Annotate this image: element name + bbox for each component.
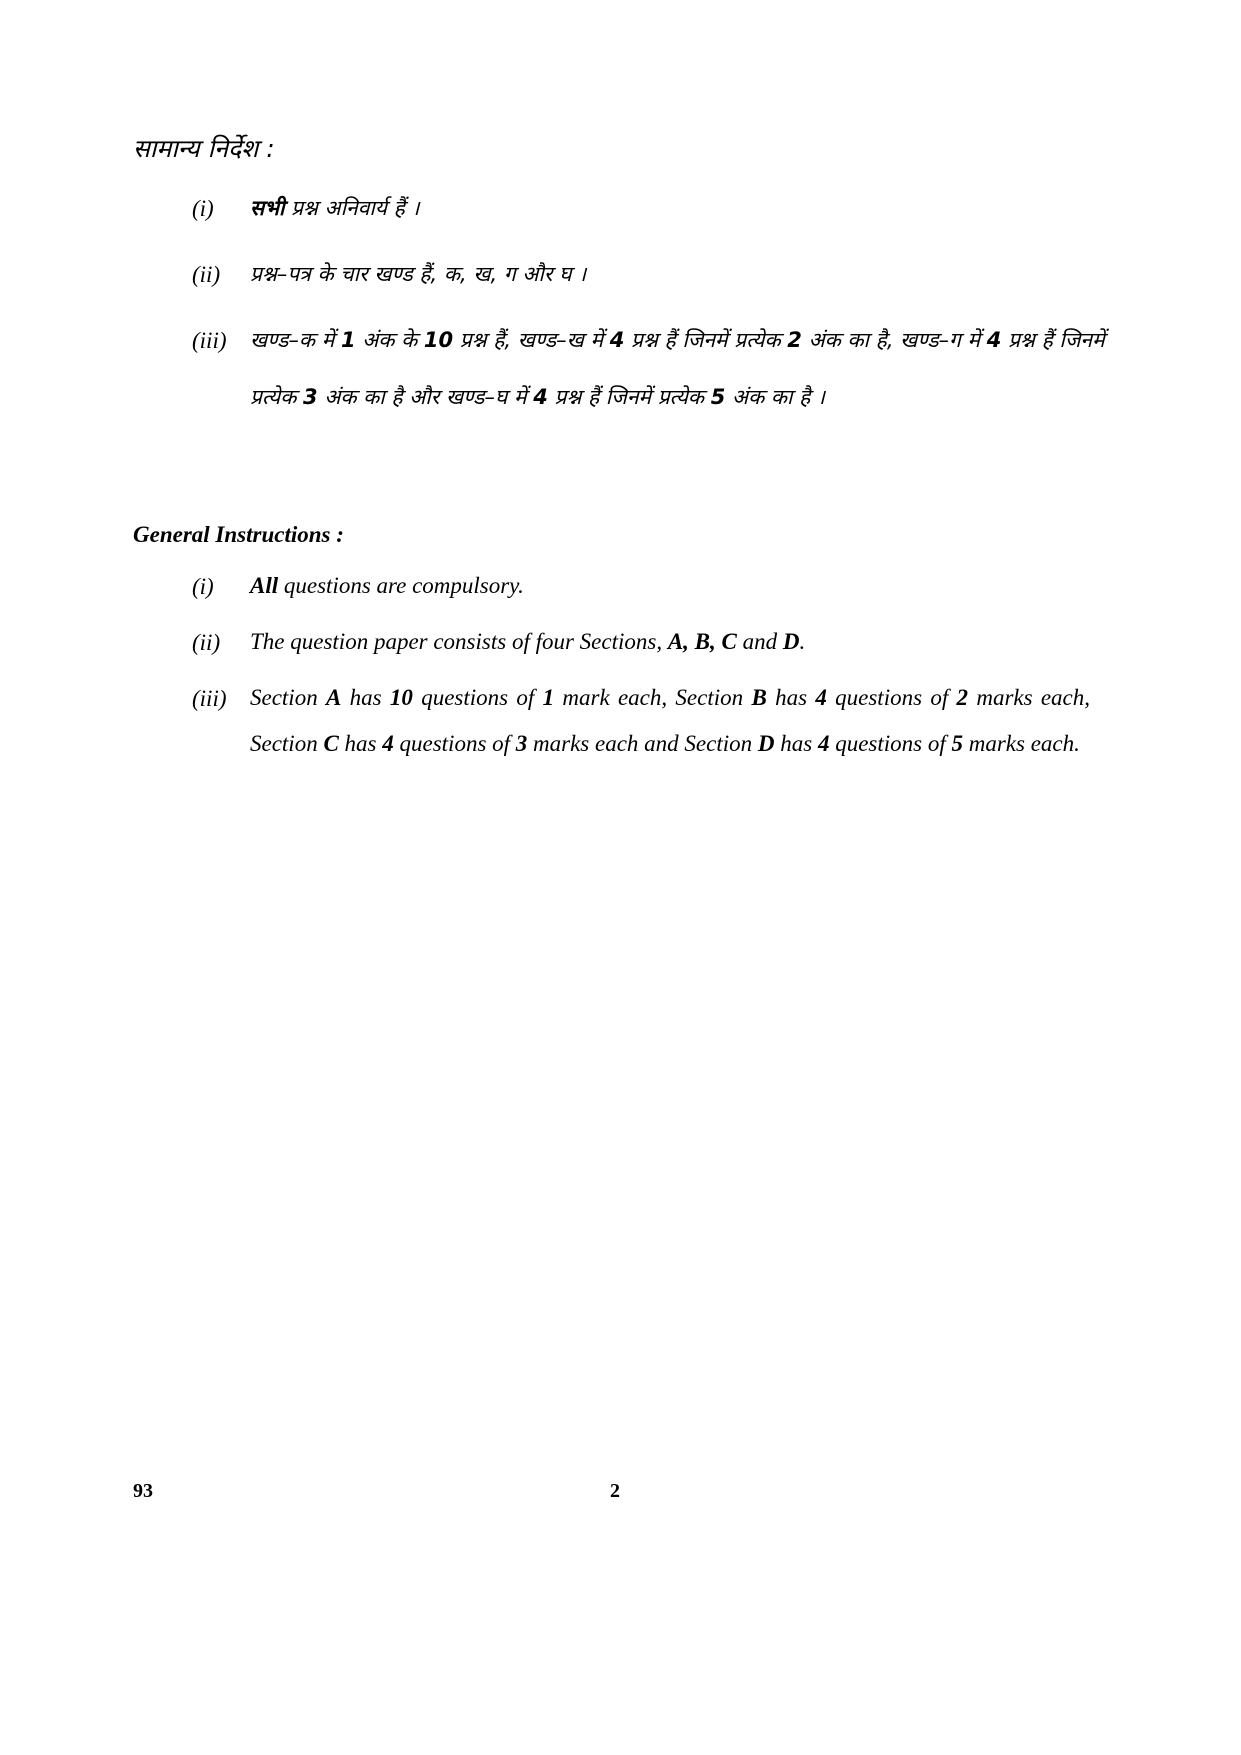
item-number: (iii) [192,328,227,353]
item-number: (ii) [192,262,221,287]
instruction-text: सभी प्रश्न अनिवार्य हैं । [250,196,420,220]
item-number: (ii) [192,630,221,655]
instruction-text: Section A has 10 questions of 1 mark each, Section B has 4 questions of 2 marks each, Section C has 4 questions of 3 marks each and Section D has 4 questions of 5 marks each. [250,685,1091,756]
item-number: (i) [192,196,214,221]
english-instructions-heading: General Instructions : [133,522,344,547]
instruction-text: The question paper consists of four Sections, A, B, C and D. [250,629,806,654]
item-number: (i) [192,574,214,599]
item-number: (iii) [192,686,227,711]
page-number: 2 [610,1480,620,1502]
instruction-text: All questions are compulsory. [250,573,524,598]
hindi-instructions-heading: सामान्य निर्देश : [133,134,275,163]
instruction-text: खण्ड–क में 1 अंक के 10 प्रश्न हैं, खण्ड–ख में 4 प्रश्न हैं जिनमें प्रत्येक 2 अंक का है, खण्ड–ग में 4 प्रश्न हैं जिनमें प्रत्येक 3 अंक का है और खण्ड–घ में 4 प्रश्न हैं जिनमें प्रत्येक 5 अंक का है । [250,328,1105,409]
paper-code: 93 [133,1480,153,1502]
instruction-text: प्रश्न–पत्र के चार खण्ड हैं, क, ख, ग और घ । [250,262,587,286]
